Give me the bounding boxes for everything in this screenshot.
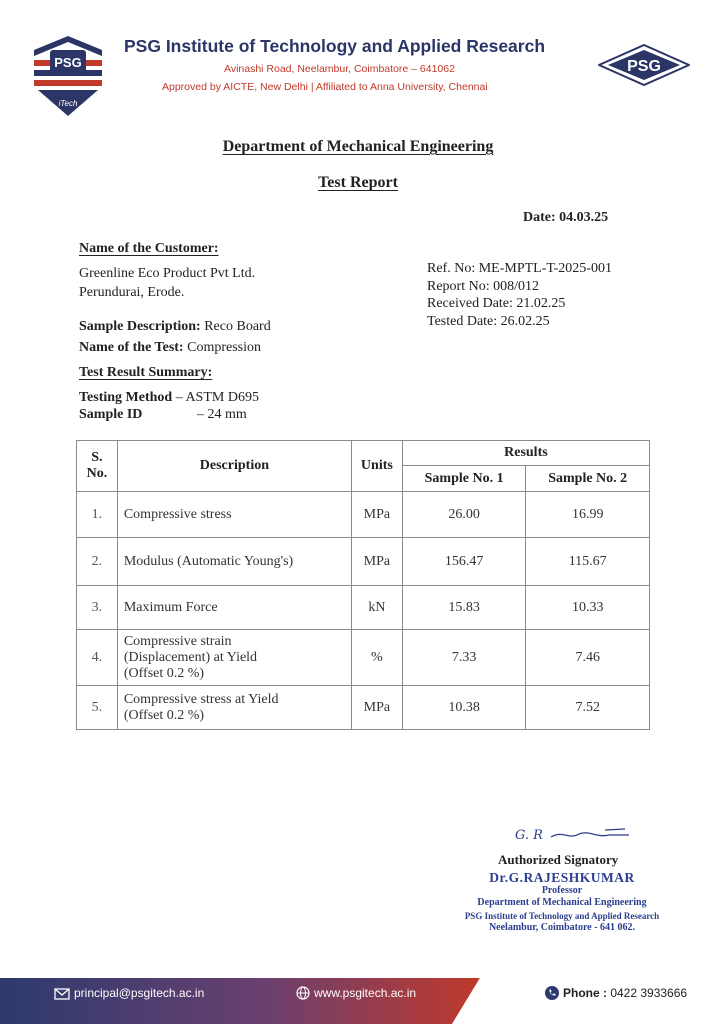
- department-title-text: Department of Mechanical Engineering: [222, 138, 494, 155]
- test-name-label: Name of the Test:: [79, 340, 184, 355]
- table-row: [77, 538, 650, 586]
- footer-email[interactable]: [54, 986, 204, 1000]
- report-title-text: Test Report: [318, 174, 398, 191]
- row-sno: 3.: [77, 586, 118, 630]
- row-sample1: 7.33: [402, 630, 526, 686]
- row-description: [117, 686, 351, 730]
- row-sample2: 7.52: [526, 686, 650, 730]
- row-sample2: 115.67: [526, 538, 650, 586]
- row-sno: 1.: [77, 492, 118, 538]
- header-sno: [77, 441, 118, 492]
- institute-approval: Approved by AICTE, New Delhi | Affiliated to Anna University, Chennai: [162, 81, 488, 93]
- footer-phone-value: 0422 3933666: [607, 986, 688, 1000]
- row-units: MPa: [351, 492, 402, 538]
- stamp-title: Professor: [541, 884, 583, 896]
- table-row: [77, 686, 650, 730]
- row-units: MPa: [351, 686, 402, 730]
- sample-id: [79, 407, 247, 423]
- header-sno-line2: No.: [86, 466, 108, 481]
- header-description: Description: [117, 441, 351, 492]
- stamp-place: Neelambur, Coimbatore - 641 062.: [488, 922, 636, 933]
- stamp-department: Department of Mechanical Engineering: [477, 897, 647, 908]
- received-date: Received Date: 21.02.25: [427, 296, 566, 311]
- customer-location: Perundurai, Erode.: [79, 285, 185, 300]
- row-description: [117, 586, 351, 630]
- row-description-line: Modulus (Automatic Young's): [123, 553, 294, 569]
- row-description: [117, 630, 351, 686]
- institute-name: PSG Institute of Technology and Applied Research: [124, 36, 546, 56]
- testing-method-value: – ASTM D695: [172, 390, 259, 405]
- sample-id-label: Sample ID: [79, 407, 143, 422]
- header-units: Units: [351, 441, 402, 492]
- psg-itech-logo: [34, 36, 102, 116]
- row-sample2: 10.33: [526, 586, 650, 630]
- testing-method: [79, 390, 259, 406]
- institute-address: Avinashi Road, Neelambur, Coimbatore – 641062: [224, 63, 455, 75]
- table-row: [77, 492, 650, 538]
- sample-description-value: Reco Board: [200, 319, 271, 334]
- testing-method-label: Testing Method: [79, 390, 173, 405]
- row-sample1: 156.47: [402, 538, 526, 586]
- footer-email-text: principal@psgitech.ac.in: [74, 986, 205, 1000]
- header-sample2: Sample No. 2: [526, 466, 650, 492]
- row-description-line: Compressive stress at Yield: [123, 691, 279, 707]
- phone-icon: [545, 986, 559, 1000]
- row-description: [117, 492, 351, 538]
- customer-heading: Name of the Customer:: [79, 241, 219, 256]
- header-sno-line1: S.: [91, 450, 103, 465]
- footer-phone-label: Phone :: [563, 986, 607, 1000]
- signatory-stamp: [462, 872, 662, 935]
- footer-website[interactable]: [296, 986, 416, 1000]
- summary-heading: Test Result Summary:: [79, 365, 213, 380]
- mail-icon: [54, 988, 70, 1000]
- authorized-signatory: Authorized Signatory: [498, 852, 619, 867]
- sample-description-label: Sample Description:: [79, 319, 201, 334]
- table-row: [77, 630, 650, 686]
- table-row: [77, 586, 650, 630]
- tested-date: Tested Date: 26.02.25: [427, 313, 550, 329]
- row-units: %: [351, 630, 402, 686]
- logo-left-sub: iTech: [58, 99, 78, 108]
- row-description-line: Maximum Force: [123, 599, 218, 615]
- ref-number: Ref. No: ME-MPTL-T-2025-001: [427, 261, 612, 276]
- row-sno: 2.: [77, 538, 118, 586]
- footer-website-text: www.psgitech.ac.in: [314, 986, 417, 1000]
- row-sno: 4.: [77, 630, 118, 686]
- row-sample2: 16.99: [526, 492, 650, 538]
- department-title: [0, 138, 716, 156]
- globe-icon: [296, 986, 310, 1000]
- customer-name: Greenline Eco Product Pvt Ltd.: [79, 266, 256, 281]
- row-sample1: 26.00: [402, 492, 526, 538]
- stamp-name: Dr.G.RAJESHKUMAR: [489, 870, 635, 885]
- row-units: MPa: [351, 538, 402, 586]
- footer-phone: [545, 986, 687, 1000]
- row-units: kN: [351, 586, 402, 630]
- logo-left-text: PSG: [54, 55, 82, 70]
- results-table: [76, 440, 650, 730]
- row-description: [117, 538, 351, 586]
- logo-right-text: PSG: [627, 58, 661, 75]
- row-description-line: (Offset 0.2 %): [123, 665, 205, 681]
- table-header-row: [77, 441, 650, 466]
- row-description-line: (Displacement) at Yield: [123, 649, 258, 665]
- header-sample1: Sample No. 1: [402, 466, 526, 492]
- row-sample2: 7.46: [526, 630, 650, 686]
- sample-description: [79, 319, 271, 335]
- row-description-line: Compressive stress: [123, 506, 232, 522]
- footer-band: [0, 978, 716, 1024]
- handwritten-signature: [513, 824, 631, 846]
- row-sno: 5.: [77, 686, 118, 730]
- report-title: [0, 174, 716, 192]
- row-description-line: (Offset 0.2 %): [123, 707, 205, 723]
- report-date: Date: 04.03.25: [523, 210, 609, 225]
- row-description-line: Compressive strain: [123, 633, 232, 649]
- test-name: [79, 340, 261, 356]
- row-sample1: 15.83: [402, 586, 526, 630]
- psg-diamond-logo: [598, 44, 690, 86]
- row-sample1: 10.38: [402, 686, 526, 730]
- signature-initials: G. R: [515, 828, 543, 843]
- reference-block: [427, 260, 612, 330]
- sample-id-value: – 24 mm: [197, 407, 247, 422]
- test-name-value: Compression: [183, 340, 261, 355]
- header-results: Results: [402, 441, 649, 466]
- stamp-institute: PSG Institute of Technology and Applied Research: [464, 910, 660, 921]
- report-number: Report No: 008/012: [427, 278, 539, 294]
